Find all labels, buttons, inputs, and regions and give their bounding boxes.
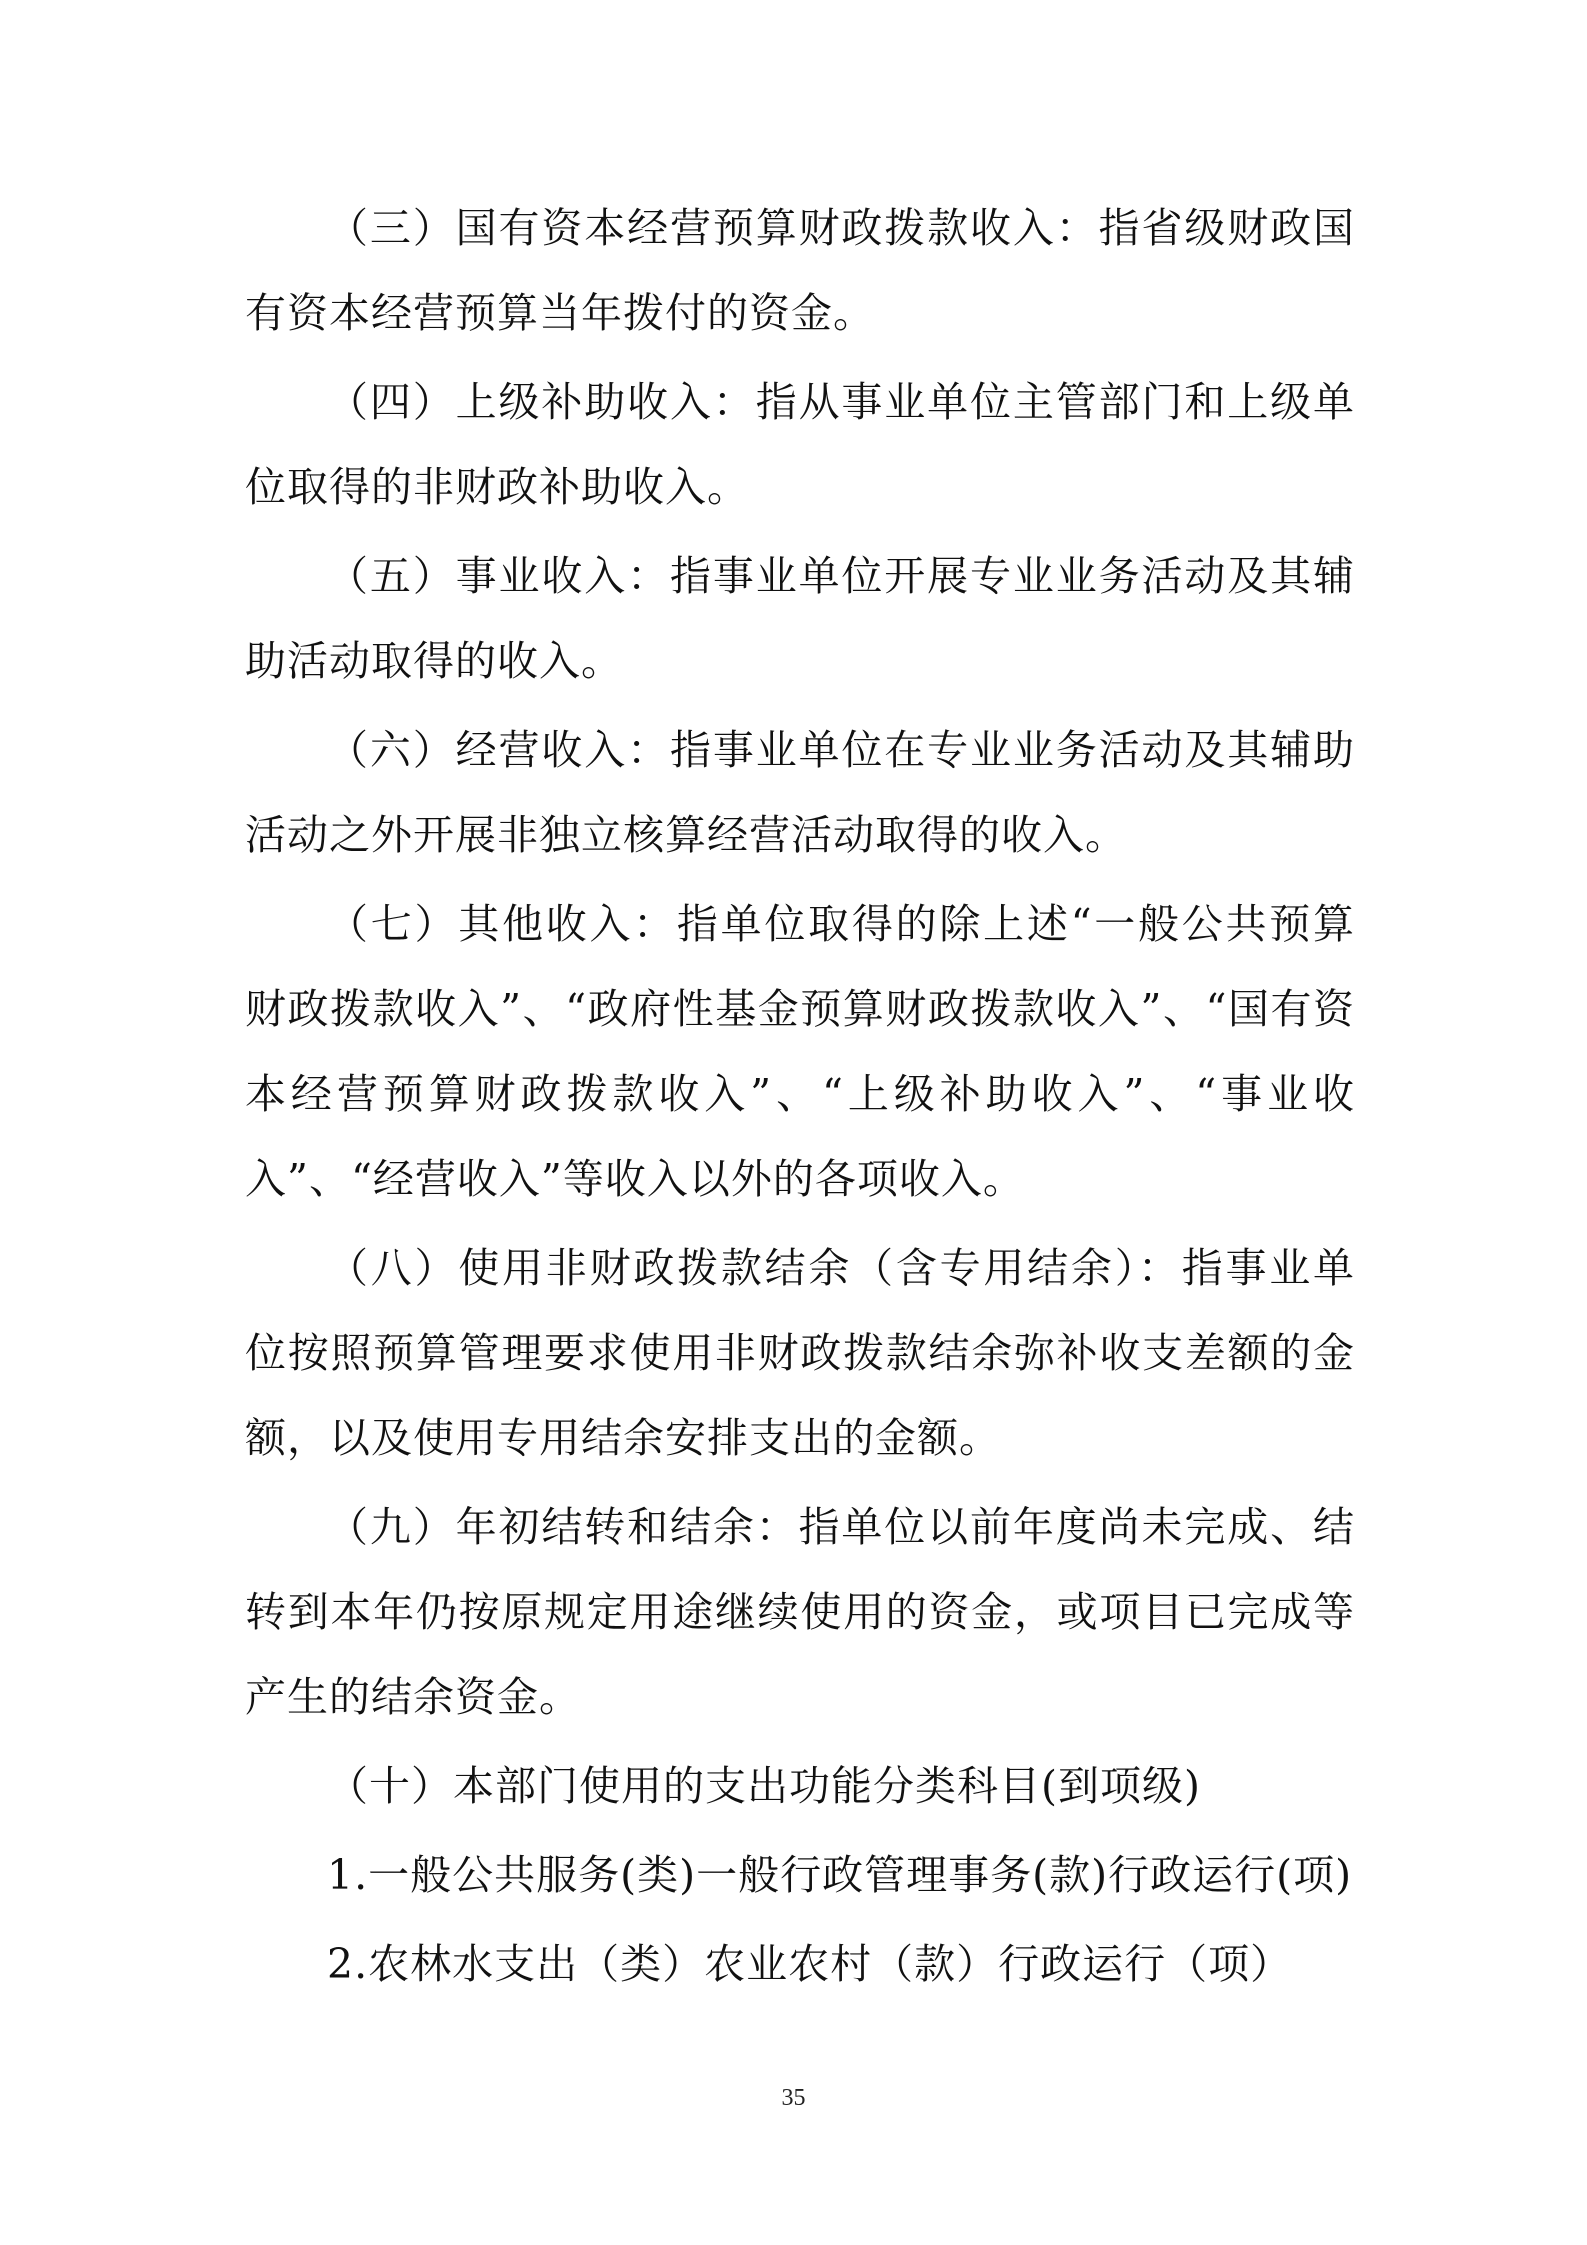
paragraph-carryover-surplus: （九）年初结转和结余：指单位以前年度尚未完成、结转到本年仍按原规定用途继续使用的资金，或项目已完成等产生的结余资金。 <box>245 1503 1355 1721</box>
list-item-general-public-services: 1.一般公共服务(类)一般行政管理事务(款)行政运行(项) <box>327 1851 1353 1899</box>
paragraph-superior-subsidy-income: （四）上级补助收入：指从事业单位主管部门和上级单位取得的非财政补助收入。 <box>245 378 1355 511</box>
body-text <box>245 186 1355 2007</box>
paragraph-other-income: （七）其他收入：指单位取得的除上述“一般公共预算财政拨款收入”、“政府性基金预算财政拨款收入”、“国有资本经营预算财政拨款收入”、“上级补助收入”、“事业收入”、“经营收入”等收入以外的各项收入。 <box>245 900 1355 1203</box>
paragraph-business-income: （五）事业收入：指事业单位开展专业业务活动及其辅助活动取得的收入。 <box>245 552 1355 685</box>
paragraph-operating-income: （六）经营收入：指事业单位在专业业务活动及其辅助活动之外开展非独立核算经营活动取得的收入。 <box>245 726 1355 859</box>
paragraph-state-capital-budget-income: （三）国有资本经营预算财政拨款收入：指省级财政国有资本经营预算当年拨付的资金。 <box>245 204 1355 337</box>
list-item-agriculture-forestry-water: 2.农林水支出（类）农业农村（款）行政运行（项） <box>327 1940 1293 1988</box>
paragraph-expenditure-classification: （十）本部门使用的支出功能分类科目(到项级) <box>327 1762 1201 1810</box>
page-number: 35 <box>781 2085 806 2111</box>
paragraph-non-fiscal-surplus-use: （八）使用非财政拨款结余（含专用结余）：指事业单位按照预算管理要求使用非财政拨款结余弥补收支差额的金额，以及使用专用结余安排支出的金额。 <box>245 1244 1355 1462</box>
